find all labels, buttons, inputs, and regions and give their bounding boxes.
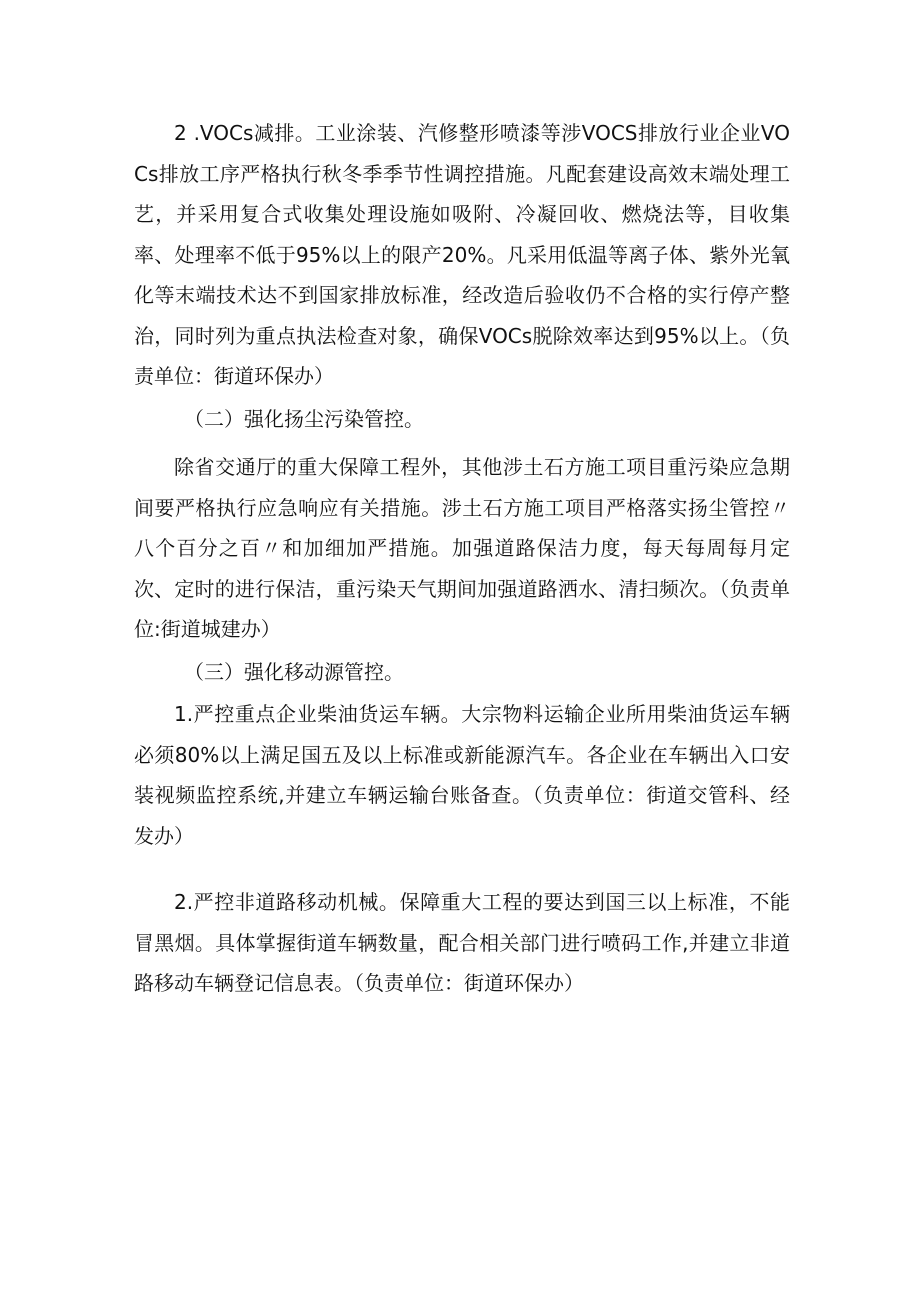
document-body [134,113,790,1004]
section-heading-dust-control: （二）强化扬尘污染管控。 [184,406,424,431]
paragraph-non-road-machinery: 2.严控非道路移动机械。保障重大工程的要达到国三以上标准，不能冒黑烟。具体掌握街道车辆数量，配合相关部门进行喷码工作,并建立非道路移动车辆登记信息表。（负责单位：街道环保办） [134,890,790,995]
section-heading-mobile-source: （三）强化移动源管控。 [184,659,404,684]
paragraph-diesel-trucks: 1.严控重点企业柴油货运车辆。大宗物料运输企业所用柴油货运车辆必须80%以上满足国五及以上标准或新能源汽车。各企业在车辆出入口安装视频监控系统,并建立车辆运输台账备查。（负责单位：街道交管科、经发办） [134,702,790,848]
paragraph-vocs-reduction: 2 .VOCs减排。工业涂装、汽修整形喷漆等涉VOCS排放行业企业VOCs排放工序严格执行秋冬季季节性调控措施。凡配套建设高效末端处理工艺，并采用复合式收集处理设施如吸附、冷凝回收、燃烧法等，目收集率、处理率不低于95%以上的限产20%。凡采用低温等离子体、紫外光氧化等末端技术达不到国家排放标准，经改造后验收仍不合格的实行停产整治，同时列为重点执法检查对象，确保VOCs脱除效率达到95%以上。（负责单位：街道环保办） [134,121,790,388]
paragraph-dust-control: 除省交通厅的重大保障工程外，其他涉土石方施工项目重污染应急期间要严格执行应急响应有关措施。涉土石方施工项目严格落实扬尘管控〃八个百分之百〃和加细加严措施。加强道路保洁力度，每天每周每月定次、定时的进行保洁，重污染天气期间加强道路洒水、清扫频次。（负责单位:街道城建办） [134,455,790,641]
